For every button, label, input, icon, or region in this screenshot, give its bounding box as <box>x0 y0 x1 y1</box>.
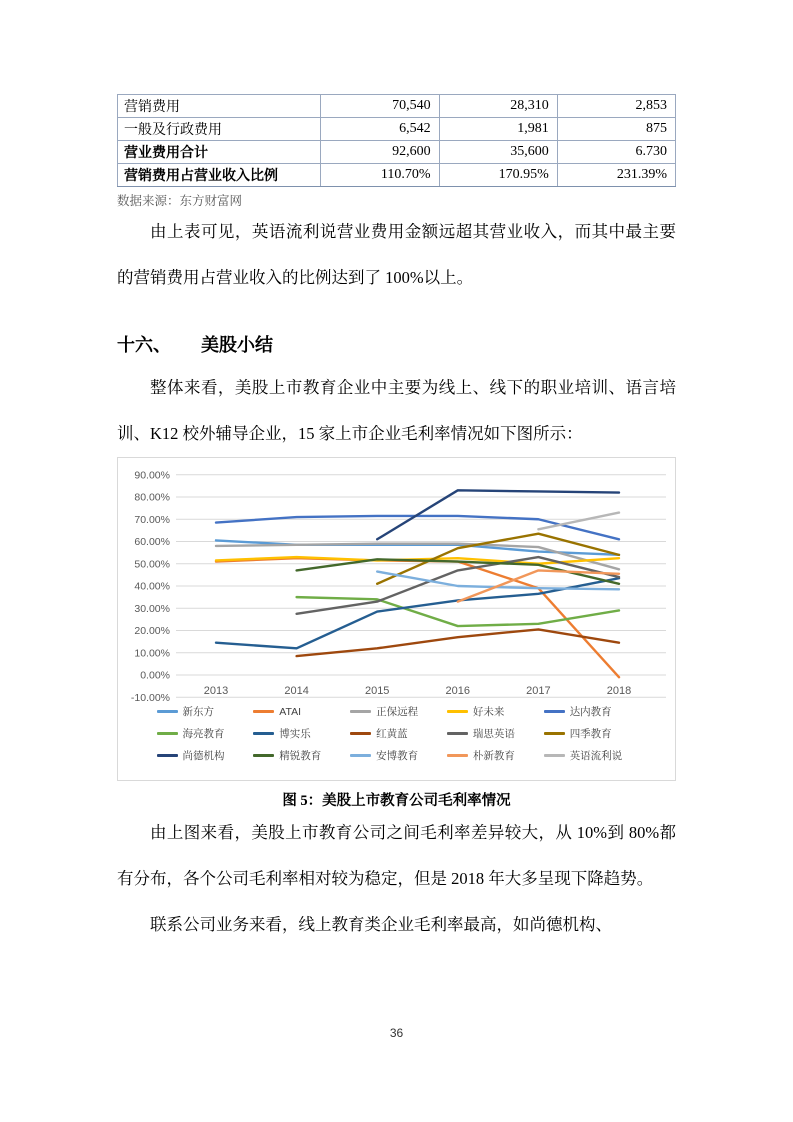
legend-item <box>447 726 540 741</box>
legend-swatch <box>350 754 371 757</box>
legend-swatch <box>544 754 565 757</box>
table-row <box>118 118 676 141</box>
gross-margin-figure <box>117 457 676 781</box>
table-cell: 2,853 <box>557 95 675 118</box>
legend-item <box>544 726 637 741</box>
expense-table-body <box>118 95 676 187</box>
legend-swatch <box>544 710 565 713</box>
legend-item <box>157 704 250 719</box>
data-source-note: 数据来源：东方财富网 <box>117 194 243 208</box>
table-cell: 6,542 <box>321 118 439 141</box>
legend-swatch <box>544 732 565 735</box>
legend-swatch <box>157 732 178 735</box>
y-axis-tick-label: 20.00% <box>134 625 170 637</box>
table-row <box>118 164 676 187</box>
row-label: 一般及行政费用 <box>118 118 321 141</box>
series-line-ATAI <box>216 558 619 677</box>
x-axis-tick-label: 2015 <box>364 685 390 697</box>
y-axis-tick-label: 10.00% <box>134 647 170 660</box>
x-axis-tick-label: 2017 <box>526 685 551 697</box>
legend-label: 好未来 <box>472 706 505 718</box>
legend-item <box>157 748 250 763</box>
section-heading <box>117 327 676 363</box>
legend-label: 新东方 <box>182 706 214 718</box>
legend-swatch <box>350 732 371 735</box>
legend-label: 博实乐 <box>279 728 311 740</box>
y-axis-tick-label: 70.00% <box>134 513 170 526</box>
paragraph-analysis: 由上图来看，美股上市教育公司之间毛利率差异较大，从 10%到 80%都有分布，各个公司毛利率相对较为稳定，但是 2018 年大多呈现下降趋势。 <box>117 823 676 888</box>
legend-label: 正保远程 <box>376 706 419 718</box>
legend-swatch <box>447 710 468 713</box>
legend-swatch <box>253 732 274 735</box>
table-cell: 6.730 <box>557 141 675 164</box>
table-cell: 170.95% <box>439 164 557 187</box>
page-number: 36 <box>389 1026 404 1040</box>
legend-item <box>447 748 540 763</box>
x-axis-tick-label: 2013 <box>203 685 229 697</box>
table-cell: 70,540 <box>321 95 439 118</box>
paragraph-business: 联系公司业务来看，线上教育类企业毛利率最高，如尚德机构、 <box>150 915 612 934</box>
legend-label: 安博教育 <box>376 750 419 762</box>
y-axis-tick-label: -10.00% <box>130 691 170 702</box>
table-cell: 875 <box>557 118 675 141</box>
legend-label: 精锐教育 <box>279 750 322 762</box>
legend-item <box>447 704 540 719</box>
table-row <box>118 95 676 118</box>
legend-item <box>544 704 637 719</box>
legend-item <box>253 748 346 763</box>
table-row <box>118 141 676 164</box>
legend-swatch <box>350 710 371 713</box>
legend-label: 四季教育 <box>569 728 612 740</box>
legend-label: 瑞思英语 <box>472 728 515 740</box>
table-cell: 231.39% <box>557 164 675 187</box>
paragraph-overview: 整体来看，美股上市教育企业中主要为线上、线下的职业培训、语言培训、K12 校外辅导企业，15 家上市企业毛利率情况如下图所示： <box>117 378 676 443</box>
y-axis-tick-label: 90.00% <box>134 469 170 482</box>
y-axis-tick-label: 50.00% <box>134 558 170 571</box>
paragraph-summary-expenses: 由上表可见，英语流利说营业费用金额远超其营业收入，而其中最主要的营销费用占营业收入的比例达到了 100%以上。 <box>117 222 676 287</box>
expense-table <box>117 94 676 187</box>
figure-caption: 图 5：美股上市教育公司毛利率情况 <box>282 793 511 809</box>
legend-label: 英语流利说 <box>569 750 623 762</box>
y-axis-tick-label: 60.00% <box>134 536 170 548</box>
row-label: 营业费用合计 <box>118 141 321 164</box>
legend-swatch <box>157 754 178 757</box>
x-axis-tick-label: 2016 <box>445 685 471 697</box>
table-cell: 1,981 <box>439 118 557 141</box>
section-title: 美股小结 <box>201 335 273 355</box>
legend-item <box>157 726 250 741</box>
table-cell: 28,310 <box>439 95 557 118</box>
legend-swatch <box>157 710 178 713</box>
y-axis-tick-label: 0.00% <box>140 669 170 682</box>
section-number: 十六、 <box>117 335 171 355</box>
legend-label: 海亮教育 <box>182 728 225 740</box>
series-line-英语流利说 <box>538 513 619 530</box>
legend-item <box>253 726 346 741</box>
legend-label: ATAI <box>279 705 302 718</box>
x-axis-tick-label: 2014 <box>284 685 309 697</box>
legend-item <box>350 726 443 741</box>
legend-label: 朴新教育 <box>472 750 515 762</box>
table-cell: 92,600 <box>321 141 439 164</box>
table-cell: 110.70% <box>321 164 439 187</box>
legend-item <box>350 704 443 719</box>
y-axis-tick-label: 40.00% <box>134 580 170 593</box>
row-label: 营销费用占营业收入比例 <box>118 164 321 187</box>
legend-item <box>544 748 637 763</box>
y-axis-tick-label: 30.00% <box>134 602 170 615</box>
chart-legend <box>157 702 637 763</box>
legend-label: 红黄蓝 <box>376 728 408 740</box>
legend-swatch <box>447 732 468 735</box>
legend-swatch <box>253 754 274 757</box>
legend-item <box>350 748 443 763</box>
table-cell: 35,600 <box>439 141 557 164</box>
legend-swatch <box>253 710 274 713</box>
x-axis-tick-label: 2018 <box>606 685 632 697</box>
row-label: 营销费用 <box>118 95 321 118</box>
margin-line-chart <box>118 458 675 702</box>
legend-item <box>253 704 346 719</box>
y-axis-tick-label: 80.00% <box>134 491 170 504</box>
series-line-红黄蓝 <box>297 629 619 656</box>
legend-label: 达内教育 <box>569 706 612 718</box>
legend-swatch <box>447 754 468 757</box>
legend-label: 尚德机构 <box>182 750 225 762</box>
